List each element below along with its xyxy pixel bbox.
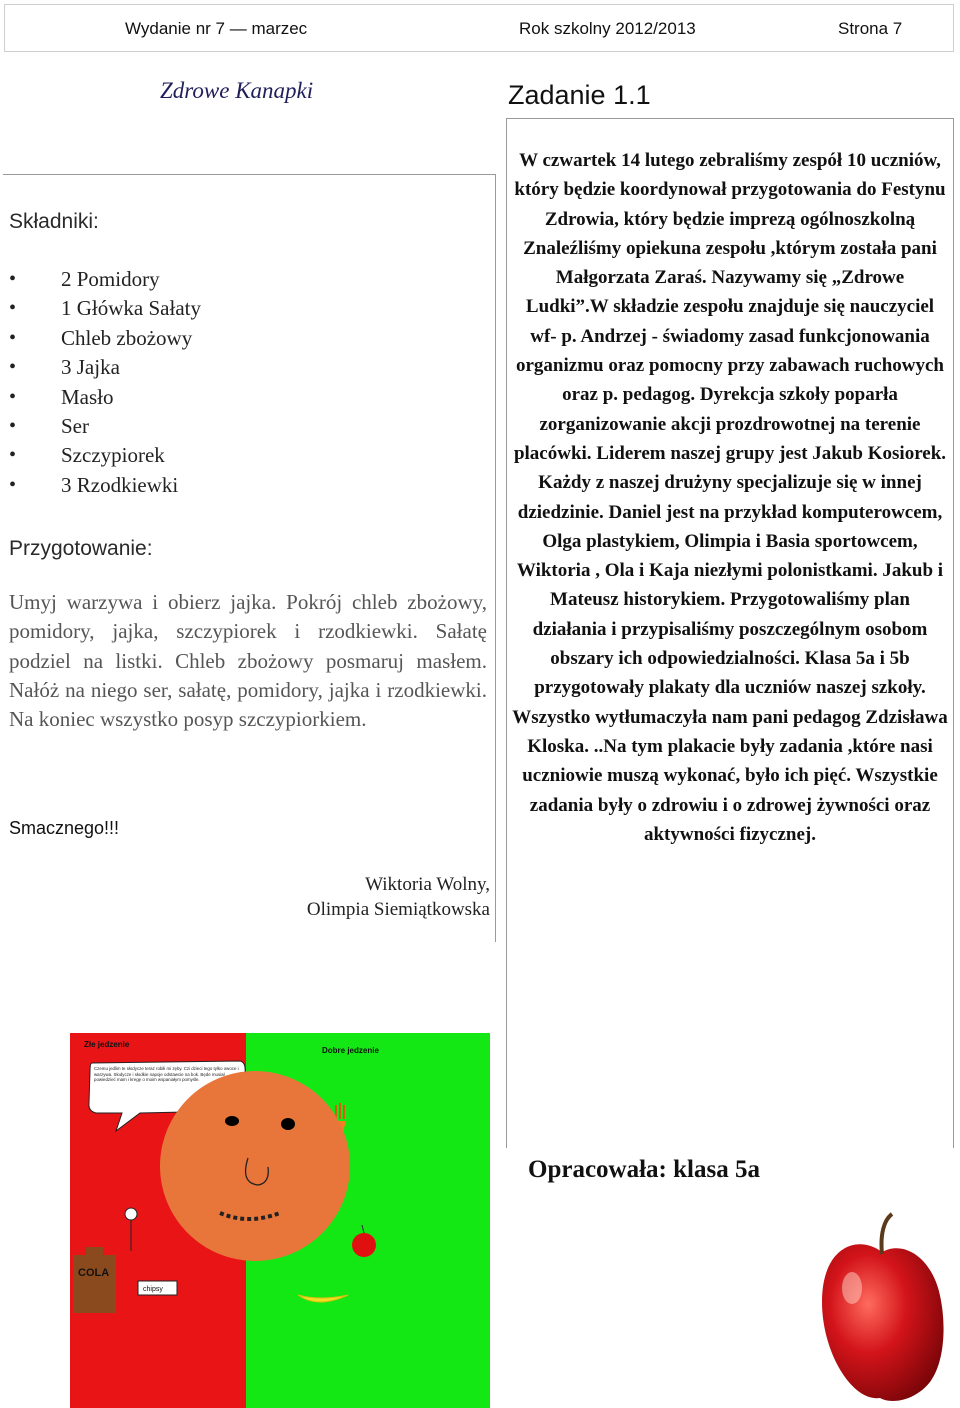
- chips-label: chipsy: [143, 1286, 163, 1293]
- ingredient-item: • Chleb zbożowy: [9, 324, 201, 353]
- ingredient-item: • Szczypiorek: [9, 441, 201, 470]
- recipe-title: Zdrowe Kanapki: [160, 78, 314, 103]
- preparation-text: Umyj warzywa i obierz jajka. Pokrój chleb zbożowy, pomidory, jajka, szczypiorek i rzodkiewki. Sałatę podziel na listki. Chleb zbożowy posmaruj masłem. Nałóż na niego ser, sałatę, pomidory, jajka i rzodkiewki. Na koniec wszystko posyp szczypiorkiem.: [9, 590, 487, 732]
- closing-text: Smacznego!!!: [9, 818, 120, 838]
- page-number: Strona 7: [838, 19, 903, 38]
- cola-bottle-icon: [73, 1247, 116, 1313]
- ingredient-item: • 1 Główka Sałaty: [9, 294, 201, 323]
- article-text: W czwartek 14 lutego zebraliśmy zespół 10 uczniów, który będzie koordynował przygotowania do Festynu Zdrowia, który będzie imprezą ogólnoszkolną Znaleźliśmy opiekuna zespołu ,którym została pani Małgorzata Zaraś. Nazywamy się „Zdrowe Ludki”.W składzie zespołu znajduje się nauczyciel wf- p. Andrzej - świadomy zasad funkcjonowania organizmu oraz pomocny przy zabawach ruchowych oraz p. pedagog. Dyrekcja szkoły poparła zorganizowanie akcji prozdrowotnej na terenie placówki. Liderem naszej grupy jest Jakub Kosiorek. Każdy z naszej drużyny specjalizuje się w innej dziedzinie. Daniel jest na przykład komputerowcem, Olga plastykiem, Olimpia i Basia sportowcem, Wiktoria , Ola i Kaja niezłymi polonistkami. Jakub i Mateusz historykiem. Przygotowaliśmy plan działania i przypisaliśmy poszczególnym osobom obszary ich odpowiedzialności. Klasa 5a i 5b przygotowały plakaty dla uczniów naszej szkoły. Wszystko wytłumaczyła nam pani pedagog Zdzisława Kloska. ..Na tym plakacie były zadania ,które nasi uczniowie muszą wykonać, było ich pięć. Wszystkie zadania były o zdrowiu i o zdrowej żywności oraz aktywności fizycznej.: [512, 150, 948, 845]
- ingredients-heading: Składniki:: [9, 210, 99, 233]
- chips-bag-icon: [138, 1281, 177, 1295]
- bad-food-label: Złe jedzenie: [84, 1040, 130, 1049]
- ingredient-item: • 2 Pomidory: [9, 265, 201, 294]
- face-eye-right: [281, 1118, 295, 1130]
- task-heading: Zadanie 1.1: [508, 80, 651, 110]
- recipe-authors: [270, 872, 490, 922]
- ingredient-item: • Masło: [9, 383, 201, 412]
- ingredients-list: [9, 265, 201, 500]
- face-icon: [160, 1071, 350, 1261]
- healthy-food-drawing: [70, 1033, 490, 1408]
- school-year: Rok szkolny 2012/2013: [519, 19, 696, 38]
- face-eye-left: [225, 1116, 239, 1126]
- preparation-heading: Przygotowanie:: [9, 537, 153, 560]
- ingredient-item: • 3 Rzodkiewki: [9, 471, 201, 500]
- author-line: Olimpia Siemiątkowska: [306, 899, 490, 920]
- ingredient-item: • Ser: [9, 412, 201, 441]
- issue-number: Wydanie nr 7 — marzec: [125, 19, 308, 38]
- credit-line: Opracowała: klasa 5a: [528, 1156, 760, 1183]
- good-food-label: Dobre jedzenie: [322, 1046, 379, 1055]
- apple-photo: [818, 1212, 946, 1408]
- author-line: Wiktoria Wolny,: [365, 874, 490, 895]
- page-header: [4, 4, 954, 52]
- cola-label: COLA: [78, 1267, 110, 1279]
- ingredient-item: • 3 Jajka: [9, 353, 201, 382]
- speech-text: Czemu jedlim te słodycze teraz robiłi mi zęby. Czi dzieci tego tylko owoce i warzywa. Słodycze i słodkie napoje odstawcie na bok. Będe musiał powiedzieć mam i kregę o moim wspaniałym pomyśle.: [94, 1066, 239, 1083]
